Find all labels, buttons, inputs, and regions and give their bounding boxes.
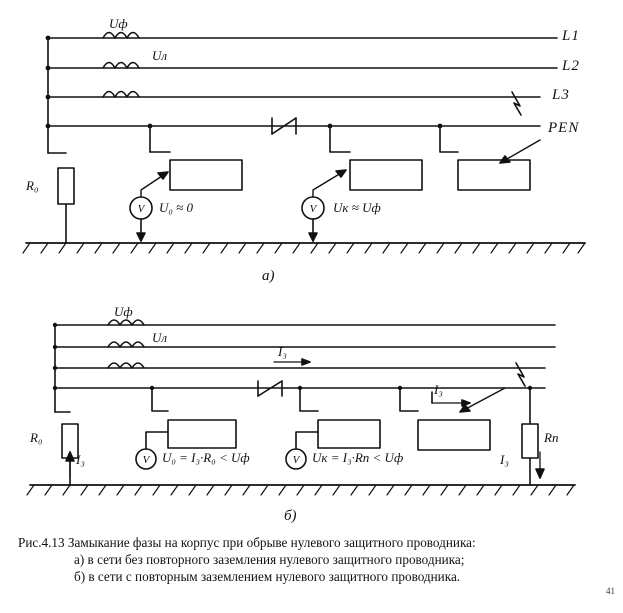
label-resistor-Rp-b: Rп (544, 430, 559, 445)
label-line-L2: L2 (562, 58, 580, 74)
voltmeter-1b-symbol: V (142, 454, 150, 466)
ground-hatch-b (27, 485, 574, 495)
current-arrow-left-head (66, 452, 74, 461)
label-current-left-ground-b: I₃ (76, 452, 85, 467)
label-current-right-b: I₃ (434, 382, 443, 397)
label-resistor-R0-a: R₀ (26, 178, 39, 193)
current-arrow-right-head (462, 400, 470, 406)
label-line-L1: L1 (562, 28, 580, 44)
label-coil-uf-a: Uф (109, 16, 128, 31)
ground-hatch-a (23, 243, 585, 253)
load-2a-top-lead (330, 126, 350, 152)
fault-mark-b (516, 363, 525, 386)
load-1b-top-lead (152, 388, 168, 411)
coil-L1 (103, 33, 139, 39)
load-box-1a (170, 160, 242, 190)
resistor-R0-a (58, 168, 74, 204)
label-voltmeter-2a-reading: Uк ≈ Uф (333, 200, 381, 215)
current-arrow-right-ground-head (536, 469, 544, 478)
voltmeter-1a-ground-arrow (137, 233, 145, 241)
voltmeter-1a-symbol: V (137, 203, 145, 215)
figure-item-a: а) в сети без повторного заземления нулевого защитного проводника; (74, 552, 465, 567)
voltmeter-2a-symbol: V (309, 203, 317, 215)
coil-L3 (103, 92, 139, 98)
load-box-1b (168, 420, 236, 448)
current-arrow-bus-head (302, 359, 310, 365)
load-1a-top-lead (150, 126, 170, 152)
load-box-3b (418, 420, 490, 450)
label-part-a: а) (262, 268, 275, 284)
voltmeter-2a-ground-arrow (309, 233, 317, 241)
label-coil-ul-b: Uл (152, 330, 168, 345)
label-voltmeter-2b-reading: Uк = I₃·Rп < Uф (312, 450, 404, 465)
label-current-right-ground-b: I₃ (500, 452, 509, 467)
label-coil-ul-a: Uл (152, 48, 168, 63)
label-part-b: б) (284, 508, 297, 524)
voltmeter-1b-lead (146, 432, 168, 449)
coil-L2 (103, 63, 139, 69)
voltmeter-2b-lead (296, 432, 318, 449)
label-line-L3: L3 (552, 87, 570, 103)
load-box-2a (350, 160, 422, 190)
figure-caption (18, 534, 608, 585)
load-box-3a (458, 160, 530, 190)
resistor-Rp-b (522, 424, 538, 458)
load-2b-top-lead (300, 388, 318, 411)
junction-dots-b (53, 323, 532, 390)
page-number: 41 (606, 586, 615, 596)
label-coil-uf-b: Uф (114, 304, 133, 319)
label-voltmeter-1a-reading: U₀ ≈ 0 (159, 200, 194, 215)
label-line-PEN: PEN (548, 120, 580, 136)
voltmeter-2b-symbol: V (292, 454, 300, 466)
load-3b-top-lead (400, 388, 418, 411)
label-resistor-R0-b: R₀ (30, 430, 43, 445)
load-3a-top-lead (440, 126, 458, 152)
label-current-bus-b: I₃ (278, 344, 287, 359)
label-voltmeter-1b-reading: U₀ = I₃·R₀ < Uф (162, 450, 250, 465)
load-box-2b (318, 420, 380, 448)
fault-mark-a (512, 92, 521, 115)
figure-title: Замыкание фазы на корпус при обрыве нулевого защитного проводника: (67, 535, 476, 550)
figure-number: Рис.4.13 (18, 535, 65, 550)
figure-item-b: б) в сети с повторным заземлением нулевого защитного проводника. (74, 569, 461, 584)
junction-dots-a (46, 36, 443, 129)
